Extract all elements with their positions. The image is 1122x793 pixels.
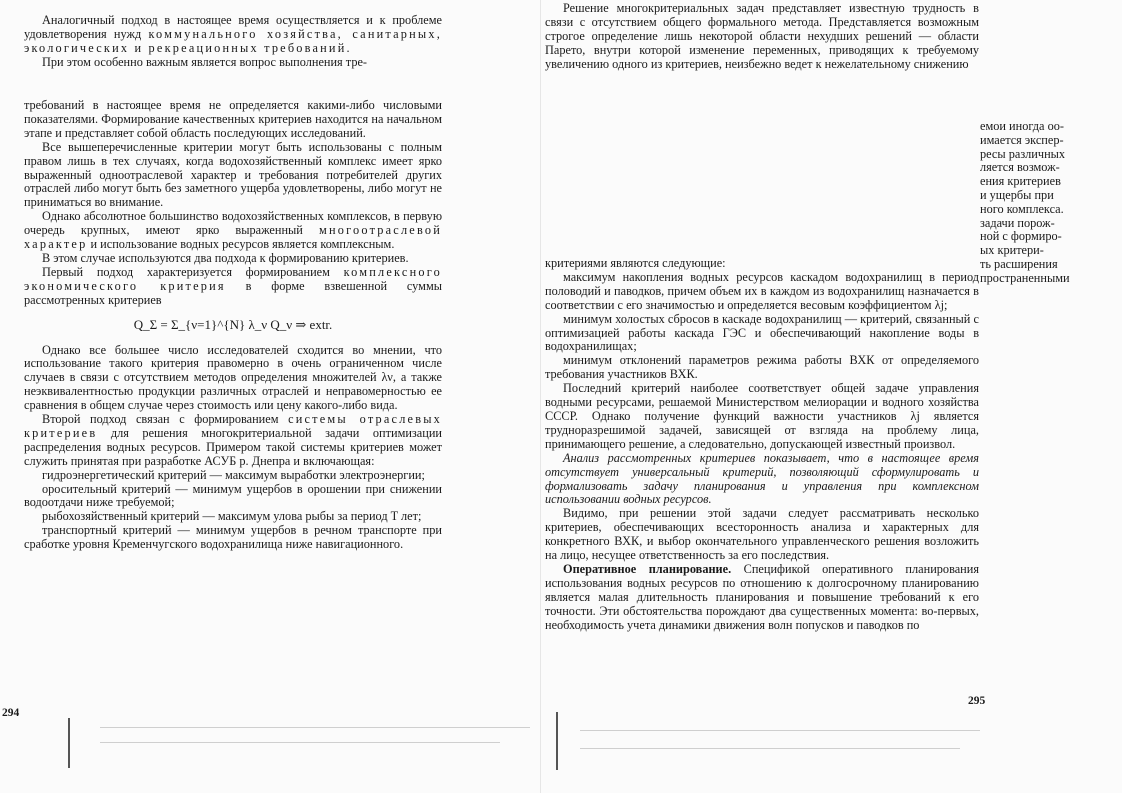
fragment-line: пространенными xyxy=(980,270,1070,285)
paragraph: Аналогичный подход в настоящее время осуществляется и к проблеме удовлетворения нужд коммунального хозяйства, санитарных, экологических и рекреационных требований. xyxy=(24,13,442,55)
fragment-line: ых критери- xyxy=(980,243,1044,258)
margin-text-fragment xyxy=(980,120,1122,286)
fragment-line: ть расширения xyxy=(980,256,1058,271)
page-number-right: 295 xyxy=(968,695,986,707)
paragraph: критериями являются следующие: xyxy=(545,256,726,270)
fragment-line: и ущербы при xyxy=(980,187,1054,202)
paragraph: При этом особенно важным является вопрос выполнения тре- xyxy=(42,54,368,69)
scan-bleed-line xyxy=(100,742,500,743)
list-item: минимум холостых сбросов в каскаде водохранилищ — критерий, связанный с оптимизацией работы каскада ГЭС и обеспечивающий накопление воды в водохранилищах; xyxy=(545,311,979,354)
list-item: оросительный критерий — минимум ущербов в орошении при снижении водоотдачи ниже требуемой; xyxy=(24,481,442,510)
list-item: минимум отклонений параметров режима работы ВХК от определяемого требования участников ВХК. xyxy=(545,353,979,382)
page-number-left: 294 xyxy=(2,707,20,719)
fragment-line: задачи порож- xyxy=(980,215,1055,230)
paragraph: Решение многокритериальных задач представляет известную трудность в связи с отсутствием общего формального метода. Представляется возможным строгое определение лишь некоторой области нехудших решений — области Парето, внутри которой изменение переменных, приводящих к требуемому увеличению одного из критериев, неизбежно ведет к нежелательному снижению xyxy=(545,1,979,71)
paragraph: Видимо, при решении этой задачи следует рассматривать несколько критериев, обеспечивающих всесторонность анализа и характерных для конкретного ВХК, и выбор окончательного управленческого решения возложить на лицо, несущее ответственность за его последствия. xyxy=(545,506,979,563)
scan-bleed-line xyxy=(580,748,960,749)
fragment-line: емои иногда оо- xyxy=(980,120,1064,133)
left-text-top xyxy=(24,14,442,70)
fragment-line: ресы различных xyxy=(980,146,1066,161)
paragraph: Однако все большее число исследователей сходится во мнении, что использование такого критерия правомерно в очень ограниченном числе случаев в связи с отсутствием методов определения множителей λν, а также неэквивалентностью продукции различных отраслей и неправомерностью ее сравнения в общем случае через стоимость или цену какого-либо вида. xyxy=(24,342,442,413)
list-item: максимум накопления водных ресурсов каскадом водохранилищ в период половодий и паводков, причем объем их в каждом из водохранилищ назначается в соответствии с его значимостью и определяется весовым коэффициентом λj; xyxy=(545,269,979,312)
paragraph: требований в настоящее время не определяется какими-либо числовыми показателями. Формирование качественных критериев находится на начальном этапе и представляет собой область последующих исследований. xyxy=(24,98,442,140)
right-text-column xyxy=(545,257,979,632)
list-item: гидроэнергетический критерий — максимум выработки электроэнергии; xyxy=(42,467,425,482)
paragraph: В этом случае используются два подхода к формированию критериев. xyxy=(42,250,409,265)
paragraph: Оперативное планирование. Спецификой оперативного планирования использования водных ресурсов по отношению к долгосрочному планированию является малая длительность планирования и повышение требований к его точности. Эти обстоятельства порождают два существенных момента: во-первых, необходимость учета динамики движения волн попусков и паводков по xyxy=(545,561,979,632)
list-item: рыбохозяйственный критерий — максимум улова рыбы за период T лет; xyxy=(42,509,422,524)
scan-artifact xyxy=(68,718,70,768)
fragment-line: ной с формиро- xyxy=(980,229,1062,244)
fragment-line: ляется возмож- xyxy=(980,160,1060,175)
paragraph: Однако абсолютное большинство водохозяйственных комплексов, в первую очередь крупных, имеют ярко выраженный многоотраслевой характер и использование водных ресурсов является комплексным. xyxy=(24,209,443,252)
list-item: транспортный критерий — минимум ущербов в речном транспорте при сработке уровня Кременчугского водохранилища ниже навигационного. xyxy=(24,523,442,552)
paragraph: Последний критерий наиболее соответствует общей задаче управления водными ресурсами, решаемой Министерством мелиорации и водного хозяйства СССР. Однако получение функций важности участников λj является трудноразрешимой задачей, зависящей от взгляда на проблему лица, принимающего решение, а следовательно, допускающей известный произвол. xyxy=(545,381,979,451)
paragraph: Первый подход характеризуется формированием комплексного экономического критерия в форме взвешенной суммы рассмотренных критериев xyxy=(24,264,442,307)
scan-bleed-line xyxy=(580,730,980,731)
italic-paragraph: Анализ рассмотренных критериев показывает, что в настоящее время отсутствует универсальный критерий, позволяющий сформулировать и формализовать задачу планирования и управления при комплексном использовании водных ресурсов. xyxy=(545,450,979,507)
fragment-line: имается экспер- xyxy=(980,132,1064,147)
formula: Q_Σ = Σ_{ν=1}^{N} λ_ν Q_ν ⇒ extr. xyxy=(133,316,333,332)
paragraph: Второй подход связан с формированием системы отраслевых критериев для решения многокритериальной задачи оптимизации распределения водных ресурсов. Примером такой системы критериев может служить принятая при разработке АСУБ р. Днепра и включающая: xyxy=(24,412,443,468)
paragraph: Все вышеперечисленные критерии могут быть использованы с полным правом лишь в тех случаях, когда водохозяйственный комплекс имеет ярко выраженный одноотраслевой характер и требования потребителей других отраслей либо могут быть без заметного ущерба удовлетворены, либо могут не приниматься во внимание. xyxy=(24,139,442,210)
fragment-line: ного комплекса. xyxy=(980,201,1064,216)
right-text-top xyxy=(545,2,979,72)
fragment-line: ения критериев xyxy=(980,174,1061,189)
left-text-column xyxy=(24,99,442,552)
scan-bleed-line xyxy=(100,727,530,728)
section-heading: Оперативное планирование. xyxy=(563,561,732,576)
scan-artifact xyxy=(556,712,558,770)
